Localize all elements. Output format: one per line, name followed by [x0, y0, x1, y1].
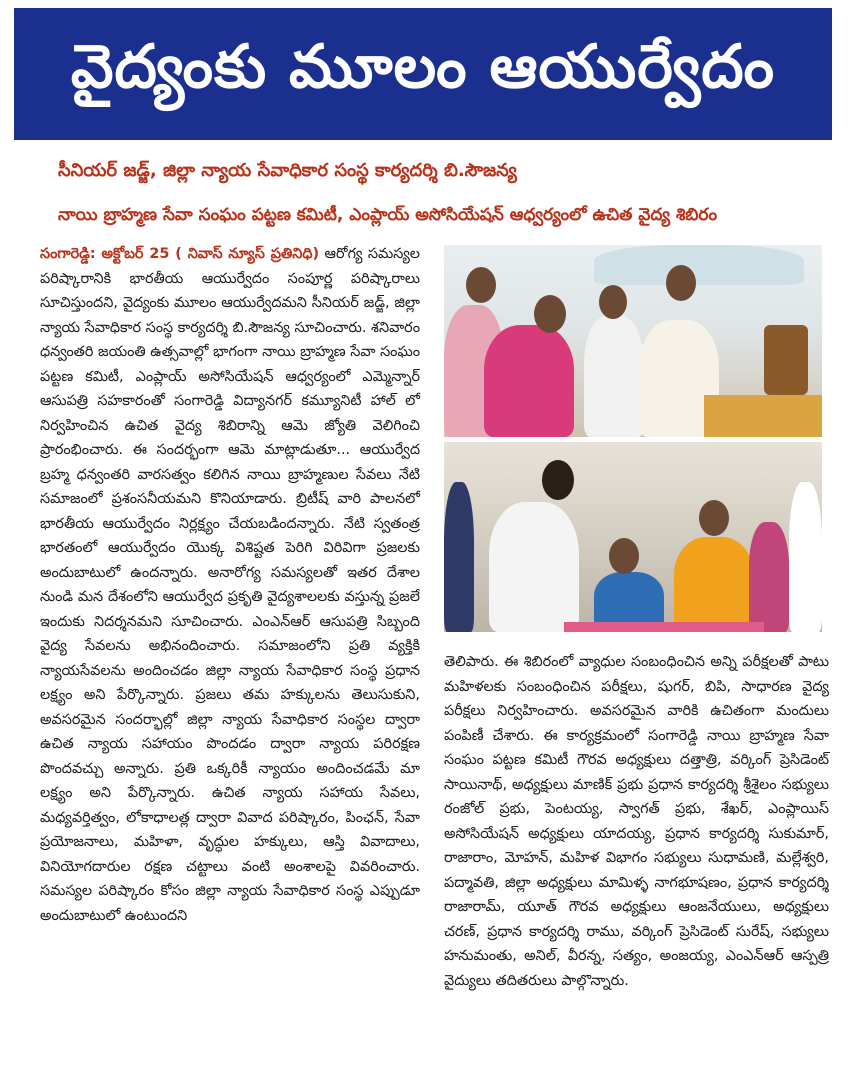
headline: వైద్యంకు మూలం ఆయుర్వేదం — [70, 32, 776, 102]
person-figure — [674, 537, 754, 632]
person-head — [542, 460, 574, 500]
person-head — [534, 295, 566, 333]
person-head — [599, 285, 627, 319]
doctor-figure — [489, 502, 579, 632]
photo-medical-checkup — [444, 442, 822, 632]
person-figure — [789, 482, 822, 632]
table-edge — [564, 622, 764, 632]
person-figure — [584, 315, 644, 437]
article-text-right: తెలిపారు. ఈ శిబిరంలో వ్యాధుల సంబంధించిన అన్ని పరీక్షలతో పాటు మహిళలకు సంబంధించిన పరీక్షలు, షుగర్, బిపి, సాధారణ వైద్య పరీక్షలు నిర్వహించారు. అవసరమైన వారికి ఉచితంగా మందులు పంపిణీ చేశారు. ఈ కార్యక్రమంలో సంగారెడ్డి నాయి బ్రాహ్మణ సేవా సంఘం పట్టణ కమిటీ గౌరవ అధ్యక్షులు దత్తాత్రి, వర్కింగ్ ప్రెసిడెంట్ సాయినాథ్, అధ్యక్షులు మాణిక్ ప్రభు ప్రధాన కార్యదర్శి శ్రీశైలం సభ్యులు రంజోల్ ప్రభు, పెంటయ్య, స్వాగత్ ప్రభు, శేఖర్, ఎంప్లాయిస్ అసోసియేషన్ అధ్యక్షులు యాదయ్య, ప్రధాన కార్యదర్శి సుకుమార్, రాజారాం, మోహన్, మహిళ విభాగం సభ్యులు సుధామణి, మల్లేశ్వరి, పద్మావతి, జిల్లా అధ్యక్షులు మామిళ్ళ నాగభూషణం, ప్రధాన కార్యదర్శి రాజారామ్, యూత్ గౌరవ అధ్యక్షులు ఆంజనేయులు, అధ్యక్షులు చరణ్, ప్రధాన కార్యదర్శి రాము, వర్కింగ్ ప్రెసిడెంట్ సురేష్, సభ్యులు హనుమంతు, అనిల్, వీరన్న, సత్యం, అంజయ్య, ఎంఎన్ఆర్ ఆస్పత్రి వైద్యులు తదితరులు పాల్గొన్నారు. — [444, 654, 829, 989]
table-cloth — [704, 395, 822, 437]
dateline: సంగారెడ్డి: అక్టోబర్ 25 ( నివాస్ న్యూస్ ప్రతినిధి) — [40, 246, 320, 262]
backdrop-banner — [594, 245, 804, 285]
person-figure — [484, 325, 574, 437]
person-head — [609, 538, 639, 574]
article-column-left — [40, 242, 420, 928]
article-text-left: ఆరోగ్య సమస్యల పరిష్కారానికి భారతీయ ఆయుర్వేదం సంపూర్ణ పరిష్కారాలు సూచిస్తుందని, వైద్యంకు మూలం ఆయుర్వేదమని సీనియర్ జడ్జ్, జిల్లా న్యాయ సేవాధికార సంస్థ కార్యదర్శి బి.సౌజన్య సూచించారు. శనివారం ధన్వంతరి జయంతి ఉత్సవాల్లో భాగంగా నాయి బ్రాహ్మణ సేవా సంఘం పట్టణ కమిటీ, ఎంప్లాయ్ అసోసియేషన్ ఆధ్వర్యంలో ఎమ్మెన్నార్ ఆసుపత్రి సహకారంతో సంగారెడ్డి విద్యానగర్ కమ్యూనిటీ హాల్ లో నిర్వహించిన ఉచిత వైద్య శిబిరాన్ని ఆమె జ్యోతి వెలిగించి ప్రారంభించారు. ఈ సందర్భంగా ఆమె మాట్లాడుతూ... ఆయుర్వేద బ్రహ్మ ధన్వంతరి వారసత్వం కలిగిన నాయి బ్రాహ్మణుల సేవలు నేటి సమాజంలో ప్రశంసనీయమని కొనియాడారు. బ్రిటీష్ వారి పాలనలో భారతీయ ఆయుర్వేదం నిర్లక్ష్యం చేయబడిందన్నారు. నేటి స్వతంత్ర భారతంలో ఆయుర్వేదం యొక్క విశిష్టత పెరిగి విరివిగా ప్రజలకు అందుబాటులో ఉందన్నారు. అనారోగ్య సమస్యలతో ఇతర దేశాల నుండి మన దేశంలోని ఆయుర్వేద ప్రకృతి వైద్యశాలలకు వస్తున్న ప్రజలే ఇందుకు నిదర్శనమని సూచించారు. ఎంఎన్ఆర్ ఆసుపత్రి సిబ్బంది వైద్య సేవలను అభినందించారు. సమాజంలోని ప్రతి వ్యక్తికి న్యాయసేవలను అందించడం జిల్లా న్యాయ సేవాధికార సంస్థ ప్రధాన లక్ష్యం అని పేర్కొన్నారు. ప్రజలు తమ హక్కులను తెలుసుకుని, అవసరమైన సందర్భాల్లో జిల్లా న్యాయ సేవాధికార సంస్థల ద్వారా ఉచిత న్యాయ సహాయం పొందడం ద్వారా న్యాయ పరిరక్షణ పొందవచ్చు అన్నారు. ప్రతి ఒక్కరికీ న్యాయం అందించడమే మా లక్ష్యం అని పేర్కొన్నారు. ఉచిత న్యాయ సహాయ సేవలు, మధ్యవర్తిత్వం, లోకాధాలత్ల ద్వారా వివాద పరిష్కారం, పింఛన్, సేవా ప్రయోజనాలు, మహిళా, వృద్ధుల హక్కులు, ఆస్తి వివాదాలు, వినియోగదారుల రక్షణ చట్టాలు వంటి అంశాలపై వివరించారు. సమస్యల పరిష్కారం కోసం జిల్లా న్యాయ సేవాధికార సంస్థ ఎప్పుడూ అందుబాటులో ఉంటుందని — [40, 246, 421, 924]
person-figure — [749, 522, 789, 632]
person-head — [666, 265, 696, 301]
person-head — [466, 267, 496, 303]
deity-portrait — [764, 325, 808, 395]
subheadline-2: నాయి బ్రాహ్మణ సేవా సంఘం పట్టణ కమిటీ, ఎంప్లాయ్ అసోసియేషన్ ఆధ్వర్యంలో ఉచిత వైద్య శిబిరం — [58, 205, 718, 225]
article-column-right — [444, 650, 829, 993]
person-head — [699, 500, 729, 536]
person-figure — [444, 482, 474, 632]
headline-banner — [14, 8, 832, 140]
photo-lamp-lighting — [444, 245, 822, 437]
subheadline-1: సీనియర్ జడ్జ్, జిల్లా న్యాయ సేవాధికార సంస్థ కార్యదర్శి బి.సౌజన్య — [58, 160, 517, 181]
